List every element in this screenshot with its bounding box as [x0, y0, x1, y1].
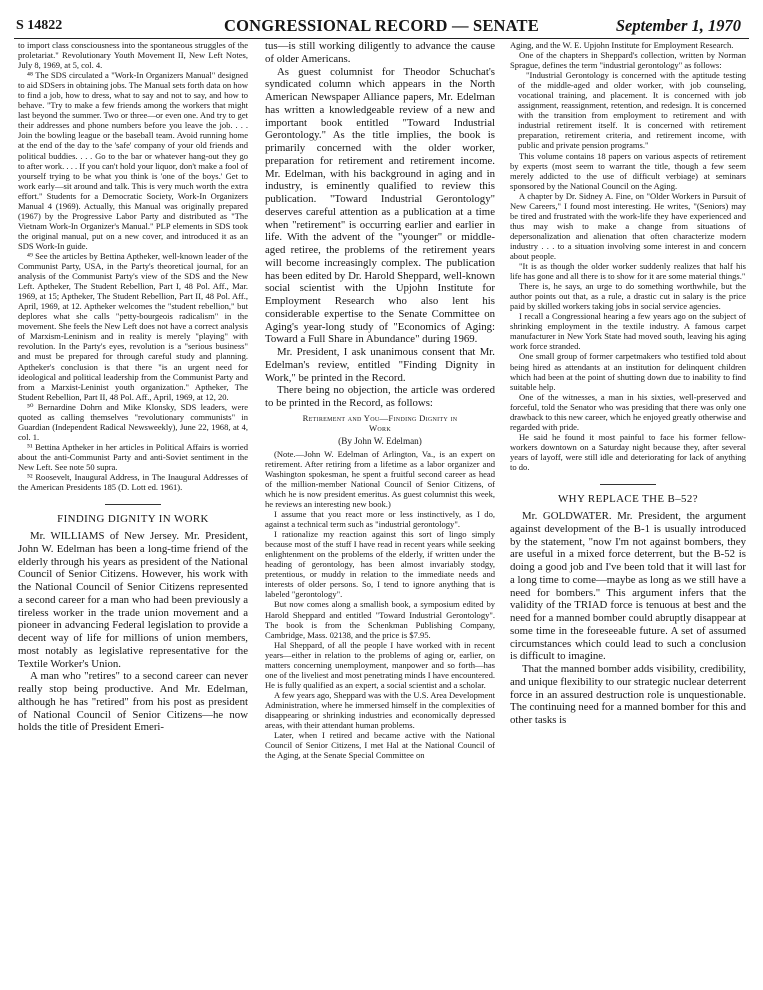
article-byline: (By John W. Edelman)	[338, 435, 422, 446]
article-body	[265, 449, 495, 760]
paragraph: Hal Sheppard, of all the people I have worked with in recent years—either in relation to the problems of aging or, earlier, on matters concerning unemployment, manpower and so forth—has one of the liveliest and most penetrating minds I have encountered. He is fully qualified as an expert, a social scientist and a scholar.	[265, 639, 495, 690]
publication-date: September 1, 1970	[615, 16, 741, 35]
article-heading	[265, 413, 495, 434]
article-body-continued	[510, 40, 746, 472]
footnotes	[18, 40, 248, 492]
article-heading-line-1: Retirement and You—Finding Dignity in	[302, 412, 458, 423]
paragraph: tus—is still working diligently to advance the cause of older Americans.	[265, 40, 495, 65]
paragraph: I recall a Congressional hearing a few years ago on the subject of shrinking employment in the textile industry. A famous carpet manufacturer in New York State had moved south, leaving his aging work force stranded.	[510, 311, 746, 352]
editor-note: (Note.—John W. Edelman of Arlington, Va., is an expert on retirement. After retiring from a lifetime as a labor organizer and Washington spokesman, he spent a fruitful second career as head of the million-member National Council of Senior Citizens, of which he is now president emeritus. As guest columnist this week, he reviews an interesting new book.)	[265, 448, 495, 509]
dignity-body	[18, 530, 248, 734]
paragraph: There being no objection, the article was ordered to be printed in the Record, as follows:	[265, 384, 495, 409]
footnote-51: ⁵¹ Bettina Aptheker in her articles in Political Affairs is worried about the anti-Communist Party and anti-Soviet sentiment in the New Left. See note 50 supra.	[18, 441, 248, 472]
paragraph: This volume contains 18 papers on various aspects of retirement by experts (most seem to warrant the title, though a few seem merely addicted to the use of difficult verbiage) at seminars sponsored by the National Council on the Aging.	[510, 150, 746, 191]
paragraph: One small group of former carpetmakers who testified told about being hired as attendants at an institution for delinquent children which had been at the point of shutting down due to inability to find suitable help.	[510, 351, 746, 392]
page-number: S 14822	[16, 18, 63, 33]
paragraph: One of the witnesses, a man in his sixties, well-preserved and forceful, told the Senator who was presiding that there was only one drawback to this new career, which he enjoyed greatly otherwise and regarded with pride.	[510, 391, 746, 432]
footnote-52: ⁵² Roosevelt, Inaugural Address, in The Inaugural Addresses of the American Presidents 185 (D. Lott ed. 1961).	[18, 472, 248, 493]
paragraph: As guest columnist for Theodor Schuchat's syndicated column which appears in the North American Newspaper Alliance papers, Mr. Edelman has written a knowledgeable review of a new and important book entitled "Toward Industrial Gerontology." As the title implies, the book is primarily concerned with the older worker, preparation for retirement and retirement income. Mr. Edelman, with his background in aging and in industry, is eminently qualified to review this publication. "Toward Industrial Gerontology" deserves careful attention as a publication at a time when "retirement" is occurring earlier and earlier in life. With the advent of the "younger" or middle-aged retiree, the problems of the retirement years will become increasingly complex. The publication has been edited by Dr. Harold Sheppard, well-known social scientist with the Upjohn Institute for Employment Research who also lent his considerable expertise to the Senate Committee on Aging's year-long study of "Economics of Aging: Toward a Full Share in Abundance" during 1969.	[265, 65, 495, 346]
paragraph: That the manned bomber adds visibility, credibility, and unique flexibility to our strategic nuclear deterrent force in an assured destruction role is unquestionable. The continuing need for a manned bomber for this and other tasks is	[510, 663, 746, 727]
paragraph: Mr. GOLDWATER. Mr. President, the argument against development of the B-1 is usually introduced by the statement, "now I'm not against bombers, they are useful in a mixed force deterrent, but the B-52 is doing a good job and I've been told that it will last for a long time to come—maybe as long as we still have a need for bombers." This argument infers that the validity of the TRIAD force is tenuous at best and the need for a manned bomber could abruptly disappear at some time in the foreseeable future. A set of assumed circumstances which could lead to such a conclusion is difficult to imagine.	[510, 510, 746, 663]
footnote-continued: to import class consciousness into the spontaneous struggles of the proletariat." Revolutionary Youth Movement II, New Left Notes, July 8, 1969, at 5, col. 4.	[18, 40, 248, 71]
b52-body	[510, 510, 746, 727]
footnote-48: ⁴⁸ The SDS circulated a "Work-In Organizers Manual" designed to aid SDSers in obtaining jobs. The Manual sets forth data on how to find a job, how to dress, what to say and not to say, and how to behave. "Try to make a few friends among the workers that might last beyond the summer. Two or three—or even one. And try to get their addresses and phone numbers before you leave the job. . . . Join the bowling league or the baseball team. Avoid running home at the end of the day to the 'safe' company of your old friends and political buddies. . . . Go to the bar or whatever hang-out they go to after work. . . . If you can't hold your liquor, don't make a fool of yourself trying to be what you think is 'one of the boys.' Get to work early—sit around and talk. This is very much worth the extra effort." Students for a Democratic Society, Work-In Organizers Manual 4 (1969). Actually, this Manual was originally prepared (1967) by the Progressive Labor Party and distributed as "The Vietnam Work-In Organizer's Manual." PLP elements in SDS took the original manual, put on a new cover, and introduced it as an SDS Work-In guide.	[18, 70, 248, 251]
column-2	[265, 40, 495, 986]
footnote-50: ⁵⁰ Bernardine Dohrn and Mike Klonsky, SDS leaders, were quoted as calling themselves "revolutionary communists" in Guardian (Independent Radical Newsweekly), June 22, 1968, at 4, col. 1.	[18, 401, 248, 442]
paragraph: Aging, and the W. E. Upjohn Institute for Employment Research.	[510, 40, 734, 50]
section-title-dignity: FINDING DIGNITY IN WORK	[57, 513, 209, 526]
header-rule	[14, 38, 749, 39]
paragraph: I rationalize my reaction against this sort of lingo simply because most of the stuff I have read in recent years while seeking enlightenment on the problems of the elderly, if written under the heading of gerontology, has been almost invariably stodgy, pretentious, or muddy in relation to the immediate needs and interests of older persons. So, I tend to ignore anything that is labeled "gerontology".	[265, 529, 495, 600]
paragraph: He said he found it most painful to face his former fellow-workers downtown on a Saturday night because they, after several years of layoff, were still idle and deteriorating for lack of anything to do.	[510, 431, 746, 472]
paragraph: One of the chapters in Sheppard's collection, written by Norman Sprague, defines the term "industrial gerontology" as follows:	[510, 50, 746, 71]
block-quote: "Industrial Gerontology is concerned with the aptitude testing of the middle-aged and older worker, with job counseling, vocational training, and placement. It is concerned with job assignment, reassignment, retention, and redesign. It is concerned with the transition from employment to retirement and with industrial retirement itself. It is concerned with retirement preparation, retirement criteria, and retirement income, with public and private pension programs."	[518, 70, 746, 151]
publication-title: CONGRESSIONAL RECORD — SENATE	[224, 16, 539, 35]
article-heading-line-2: Work	[369, 423, 391, 434]
paragraph: I assume that you react more or less instinctively, as I do, against a technical term such as "industrial gerontology".	[265, 509, 495, 530]
section-title-b52: WHY REPLACE THE B–52?	[558, 493, 698, 506]
paragraph: "It is as though the older worker suddenly realizes that half his life has gone and all there is to show for it are some material things."	[510, 261, 746, 282]
paragraph: A few years ago, Sheppard was with the U.S. Area Development Administration, where he immersed himself in the complexities of disappearing or shrinking industries and economically depressed areas, with their attendant human problems.	[265, 689, 495, 731]
paragraph: A man who "retires" to a second career can never really stop being productive. And Mr. Edelman, although he has "retired" from his post as president of National Council of Senior Citizens—he now holds the title of President Emeri-	[18, 670, 248, 734]
dignity-body-continued	[265, 40, 495, 410]
paragraph: A chapter by Dr. Sidney A. Fine, on "Older Workers in Pursuit of New Careers," I found most interesting. He writes, "(Seniors) may be tired and frustrated with the work-life they have experienced and thus may wish to make a change from situations of depersonalization and alienation that often characterize modern industry . . . to a situation involving some interest in and concern about people.	[510, 190, 746, 261]
paragraph: There is, he says, an urge to do something worthwhile, but the author points out that, as a rule, a drastic cut in salary is the price paid by skilled workers taking jobs in social service agencies.	[510, 281, 746, 312]
column-3	[510, 40, 746, 986]
paragraph: Mr. WILLIAMS of New Jersey. Mr. President, John W. Edelman has been a long-time friend of the elderly through his years as president of the National Council of Senior Citizens. However, his work with the National Council of Senior Citizens represented a second career for a man who had been previously a tireless worker in the trade union movement and a pioneer in advancing Federal legislation to provide a decent way of life for millions of union members, most notably as legislative representative for the Textile Worker's Union.	[18, 530, 248, 670]
footnote-49: ⁴⁹ See the articles by Bettina Aptheker, well-known leader of the Communist Party, USA, in the Party's theoretical journal, for an analysis of the Communist Party's view of the SDS and the New Left. Aptheker, The Student Rebellion, Part I, 48 Pol. Aff., Mar. 1969, at 15; Aptheker, The Student Rebellion, Part II, 48 Pol. Aff., April, 1969, at 12. Aptheker welcomes the "student rebellion," but deplores what she calls "petty-bourgeois radicalism" in the movement. She feels the New Left does not have a correct analysis of Marxism-Leninism and in reality is merely "playing" with revolution. In the Party's eyes, revolution is a "serious business" and must be prepared for through careful study and planning. Aptheker's conclusion is that there "is an urgent need for ideological and political leadership from the Communist Party and from a Marxist-Leninist youth organization." Aptheker, The Student Rebellion, Part II, 48 Pol. Aff., April, 1969, at 12, 20.	[18, 250, 248, 402]
section-divider	[105, 504, 161, 505]
paragraph: But now comes along a smallish book, a symposium edited by Harold Sheppard and entitled "Toward Industrial Gerontology". The book is from the Schenkman Publishing Company, Cambridge, Mass. 02138, and the price is $7.95.	[265, 599, 495, 640]
paragraph: Later, when I retired and became active with the National Council of Senior Citizens, I met Hal at the National Council of the Aging, at the Senate Special Committee on	[265, 730, 495, 761]
page-header	[16, 6, 747, 36]
section-divider	[600, 484, 656, 485]
column-1	[18, 40, 248, 986]
paragraph: Mr. President, I ask unanimous consent that Mr. Edelman's review, entitled "Finding Dignity in Work," be printed in the Record.	[265, 346, 495, 384]
